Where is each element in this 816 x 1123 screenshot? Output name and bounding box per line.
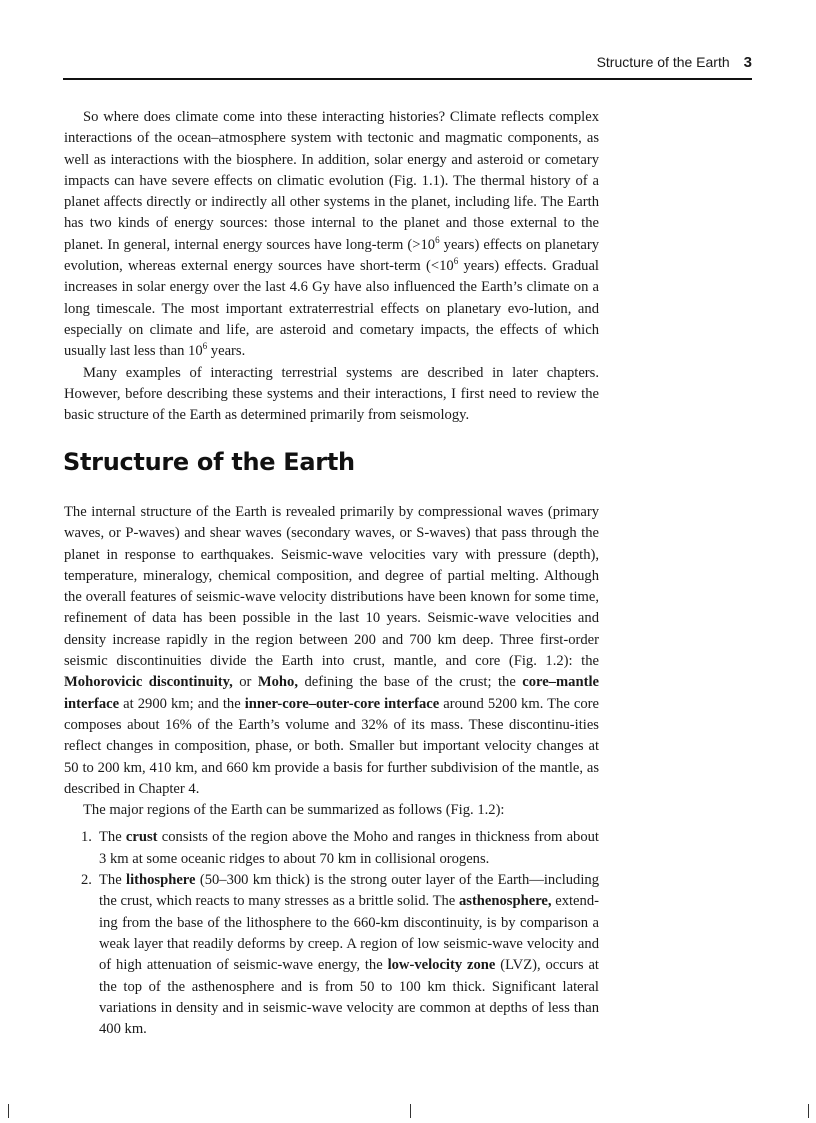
text-run: (LVZ), occurs at the top of the asthenosphere and is from 50 to 100 km thick. Significant lateral variations in density and in seismic-wave velocity are common at depths of less than 400 km. [99, 957, 599, 1038]
intro-paragraph-2: Many examples of interacting terrestrial systems are described in later chapters. However, before describing these systems and their interactions, I first need to review the basic structure of the Earth as determined primarily from seismology. [64, 364, 599, 424]
bold-term: low-velocity zone [387, 957, 496, 974]
text-run: around 5200 km. The core composes about 16% of the Earth’s volume and 32% of its mass. These discontinu-ities reflect changes in composition, phase, or both. Smaller but important velocity changes at 50 to 200 km, 410 km, and 660 km provide a basis for further subdivision of the mantle, as described in Chapter 4. [64, 695, 599, 797]
bold-term: lithosphere [126, 872, 196, 889]
list-item [64, 870, 599, 1040]
text-run: extend-ing from the base of the lithosphere to the 660-km discontinuity, is by comparison a weak layer that readily deforms by creep. A region of low seismic-wave velocity and of high attenuation of seismic-wave energy, the [99, 893, 599, 974]
superscript: 6 [202, 341, 208, 352]
text-run: at 2900 km; and the [119, 695, 245, 712]
text-run: So where does climate come into these interacting histories? Climate reflects complex interactions of the ocean–atmosphere system with tectonic and magmatic components, as well as interactions with the biosphere. In addition, solar energy and asteroid or cometary impacts can have severe effects on climatic evolution (Fig. 1.1). The thermal history of a planet affects directly or indirectly all other systems in the planet, including life. The Earth has two kinds of energy sources: those internal to the planet and those external to the planet. In general, internal energy sources have long-term (>10 [64, 109, 599, 253]
text-run: The internal structure of the Earth is revealed primarily by compressional waves (primary waves, or P-waves) and shear waves (secondary waves, or S-waves) that pass through the planet in response to earthquakes. Seismic-wave velocities vary with pressure (depth), temperature, mineralogy, chemical composition, and degree of partial melting. Although the overall features of seismic-wave velocity distributions have been known for some time, refinement of data has been possible in the last 10 years. Seismic-wave velocities and density increase rapidly in the region between 200 and 700 km deep. Three first-order seismic discontinuities divide the Earth into crust, mantle, and core (Fig. 1.2): the [64, 504, 599, 670]
running-title: Structure of the Earth [596, 54, 730, 70]
list-number: 1. [81, 829, 92, 846]
bold-term: Mohorovicic discontinuity, [64, 674, 233, 691]
bold-term: asthenosphere, [458, 893, 552, 910]
regions-list [64, 827, 599, 1040]
text-run: consists of the region above the Moho and ranges in thickness from about 3 km at some oceanic ridges to about 70 km in collisional orogens. [99, 829, 599, 867]
bold-term: core–mantle interface [64, 674, 599, 712]
list-number: 2. [81, 872, 92, 889]
intro-paragraph-1 [64, 107, 599, 363]
text-run: The [99, 829, 126, 846]
list-item [64, 827, 599, 870]
bold-term: crust [125, 829, 158, 846]
text-run: years. [207, 343, 246, 360]
crop-mark [8, 1104, 9, 1118]
superscript: 6 [435, 234, 440, 245]
section-paragraph-1 [64, 502, 599, 800]
running-header [63, 54, 752, 80]
bold-term: inner-core–outer-core interface [244, 695, 440, 712]
superscript: 6 [453, 256, 459, 267]
text-run: (50–300 km thick) is the strong outer layer of the Earth—including the crust, which reacts to many stresses as a brittle solid. The [99, 872, 599, 910]
section-text [64, 502, 599, 1040]
crop-mark [410, 1104, 411, 1118]
intro-text [64, 107, 599, 426]
text-run: The [99, 872, 127, 889]
bold-term: Moho, [257, 674, 298, 691]
text-run: years) effects on planetary evolution, whereas external energy sources have short-term (<10 [64, 236, 599, 275]
section-paragraph-2: The major regions of the Earth can be summarized as follows (Fig. 1.2): [83, 802, 505, 819]
page-number: 3 [743, 54, 752, 71]
section-heading: Structure of the Earth [63, 448, 355, 476]
text-run: defining the base of the crust; the [297, 674, 523, 691]
text-run: years) effects. Gradual increases in solar energy over the last 4.6 Gy have also influenced the Earth’s climate on a long timescale. The most important extraterrestrial effects on planetary evo-lution, and especially on climate and life, are asteroid and cometary impacts, the effects of which usually last less than 10 [64, 258, 599, 360]
crop-mark [808, 1104, 809, 1118]
text-run: or [232, 674, 258, 691]
